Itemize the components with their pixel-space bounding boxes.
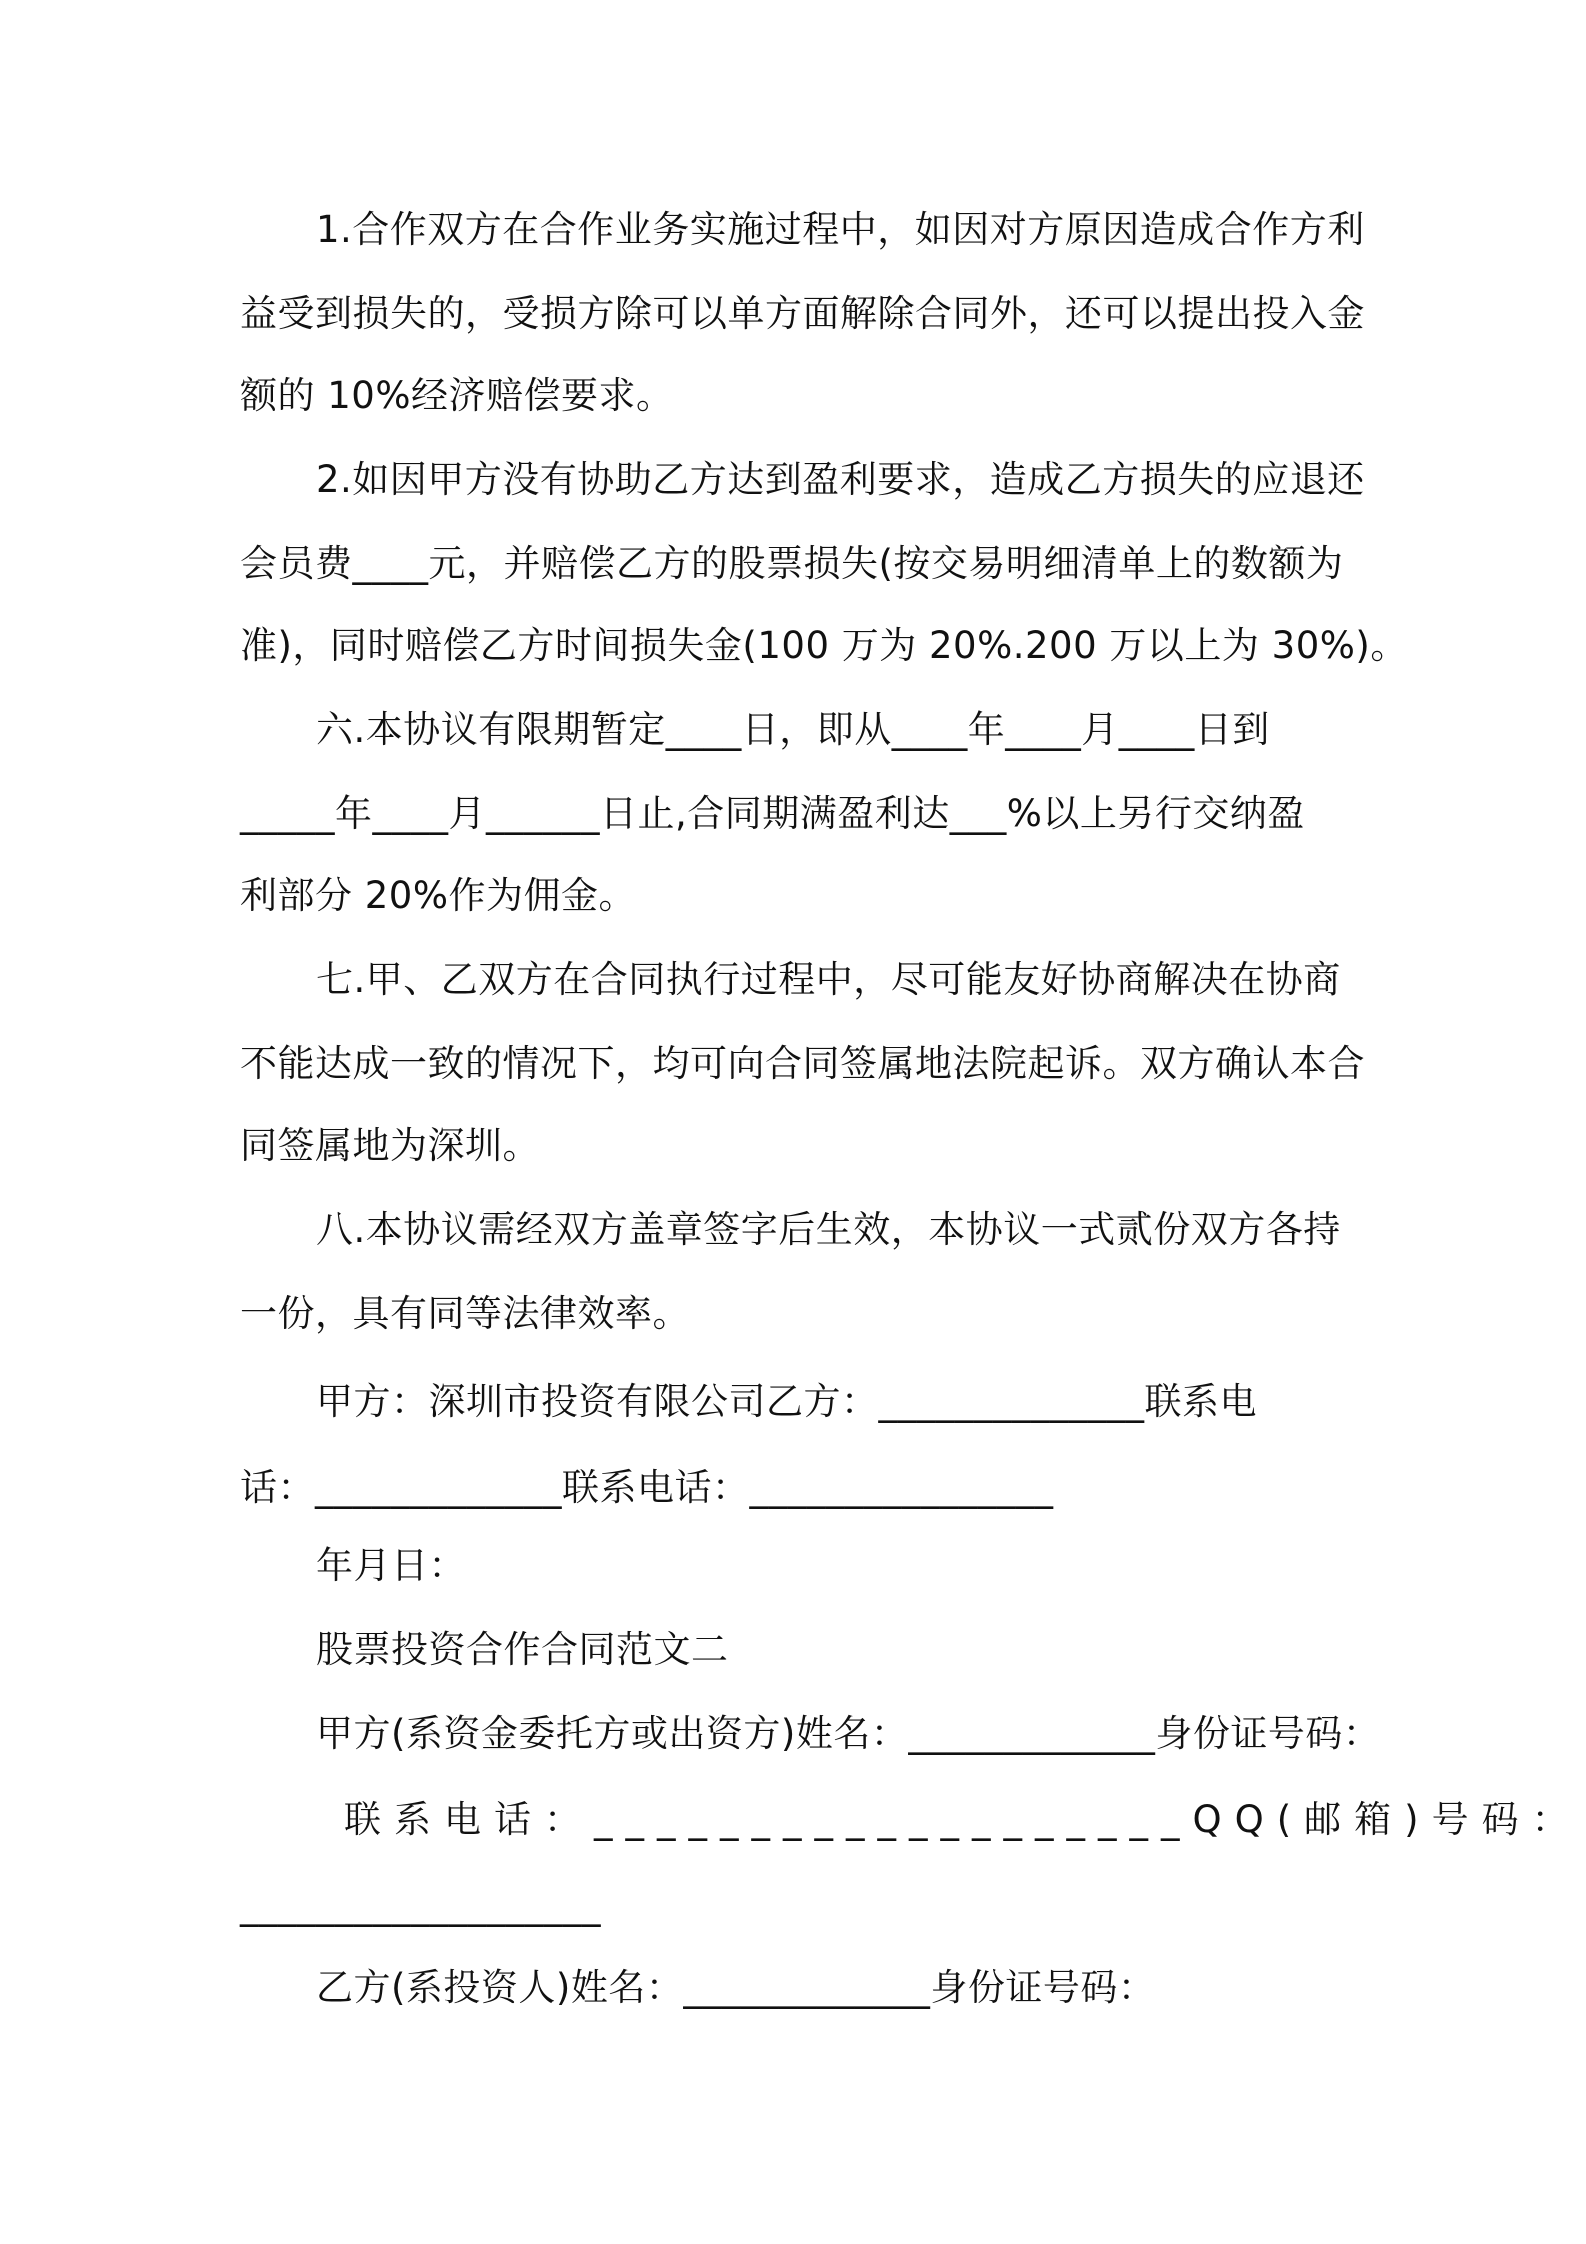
text-line: 不能达成一致的情况下，均可向合同签属地法院起诉。双方确认本合: [240, 1042, 1365, 1085]
text-line: _____年____月______日止,合同期满盈利达___%以上另行交纳盈: [240, 792, 1305, 835]
form-line: ___________________: [240, 1884, 601, 1927]
text-line: 八.本协议需经双方盖章签字后生效，本协议一式贰份双方各持: [316, 1208, 1341, 1251]
text-line: 六.本协议有限期暂定____日，即从____年____月____日到: [316, 708, 1270, 751]
section-title: 股票投资合作合同范文二: [316, 1628, 729, 1671]
text-line: 一份，具有同等法律效率。: [240, 1292, 690, 1335]
text-line: 2.如因甲方没有协助乙方达到盈利要求，造成乙方损失的应退还: [316, 458, 1365, 501]
form-line: 联系电话：___________________QQ(邮箱)号码：: [344, 1798, 1582, 1841]
signature-line: 话：_____________联系电话：________________: [240, 1466, 1054, 1509]
text-line: 准)，同时赔偿乙方时间损失金(100 万为 20%.200 万以上为 30%)。: [240, 624, 1408, 667]
text-line: 七.甲、乙双方在合同执行过程中，尽可能友好协商解决在协商: [316, 958, 1341, 1001]
text-line: 益受到损失的，受损方除可以单方面解除合同外，还可以提出投入金: [240, 292, 1365, 335]
text-line: 1.合作双方在合作业务实施过程中，如因对方原因造成合作方利: [316, 208, 1365, 251]
text-line: 额的 10%经济赔偿要求。: [240, 374, 674, 417]
text-line: 同签属地为深圳。: [240, 1124, 540, 1167]
form-line: 乙方(系投资人)姓名：_____________身份证号码：: [316, 1966, 1156, 2009]
date-line: 年月日：: [316, 1544, 466, 1587]
text-line: 会员费____元，并赔偿乙方的股票损失(按交易明细清单上的数额为: [240, 542, 1344, 585]
form-line: 甲方(系资金委托方或出资方)姓名：_____________身份证号码：: [316, 1712, 1381, 1755]
signature-line: 甲方：深圳市投资有限公司乙方：______________联系电: [316, 1380, 1257, 1423]
text-line: 利部分 20%作为佣金。: [240, 874, 636, 917]
